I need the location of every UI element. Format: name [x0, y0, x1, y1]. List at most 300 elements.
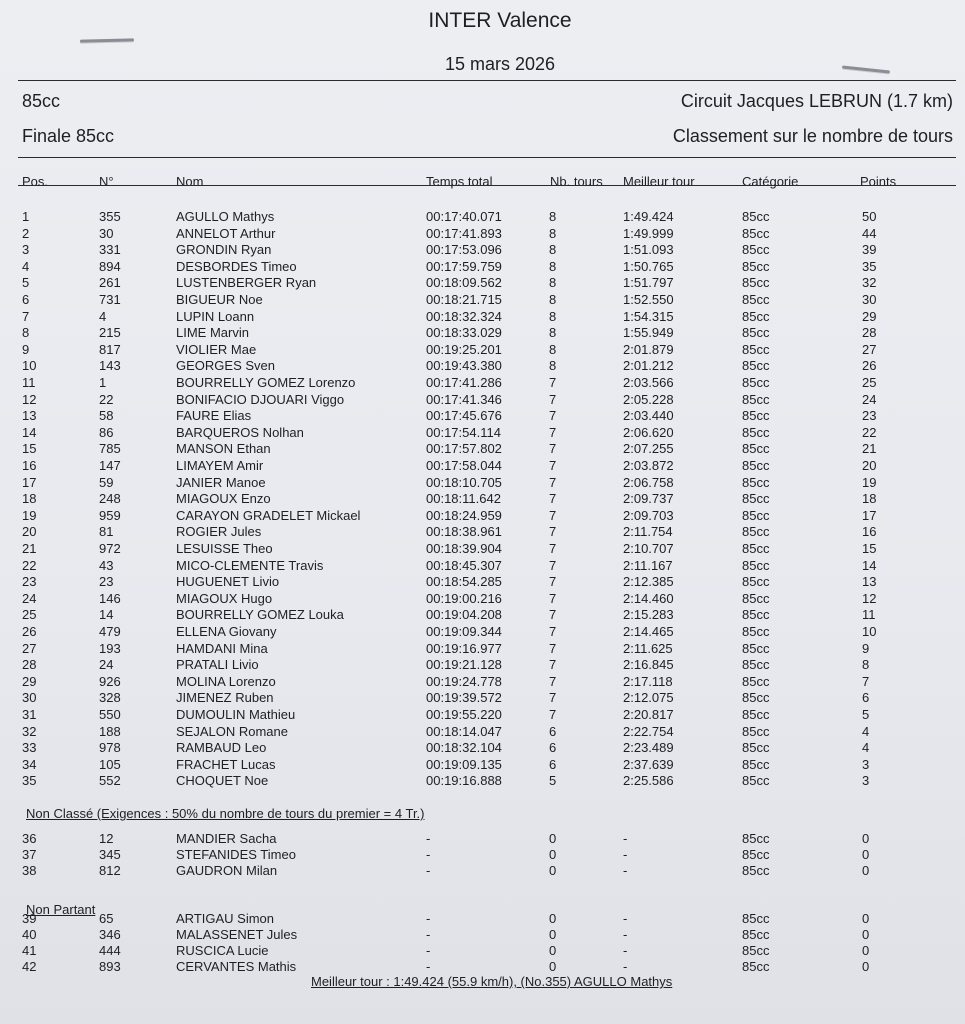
- time-cell: 00:17:57.802: [426, 441, 502, 457]
- time-cell: -: [426, 959, 431, 974]
- pos-cell: 23: [22, 574, 37, 590]
- category-cell: 85cc: [742, 756, 770, 772]
- points-cell: 5: [862, 707, 870, 722]
- points-cell: 7: [862, 673, 870, 689]
- pos-cell: 7: [22, 308, 30, 324]
- best-lap-cell: 1:50.765: [623, 258, 674, 274]
- time-cell: 00:19:24.778: [426, 673, 502, 689]
- time-cell: 00:17:41.346: [426, 391, 502, 407]
- laps-cell: 7: [549, 524, 557, 540]
- category-cell: 85cc: [742, 308, 770, 324]
- pos-cell: 6: [22, 292, 30, 307]
- pos-cell: 26: [22, 624, 37, 639]
- name-cell: LUSTENBERGER Ryan: [176, 275, 317, 291]
- pos-cell: 36: [22, 831, 37, 846]
- laps-cell: 7: [549, 557, 557, 573]
- category-cell: 85cc: [742, 673, 770, 689]
- category-cell: 85cc: [742, 943, 770, 958]
- name-cell: LESUISSE Theo: [176, 541, 273, 556]
- pos-cell: 15: [22, 441, 37, 457]
- pos-cell: 33: [22, 740, 37, 756]
- name-cell: STEFANIDES Timeo: [176, 847, 296, 862]
- laps-cell: 8: [549, 358, 557, 374]
- pos-cell: 42: [22, 959, 37, 974]
- laps-cell: 7: [549, 441, 557, 457]
- category-cell: 85cc: [742, 911, 770, 926]
- best-lap-cell: 2:06.620: [623, 424, 674, 440]
- category-cell: 85cc: [742, 375, 770, 390]
- laps-cell: 7: [549, 574, 557, 590]
- time-cell: 00:17:40.071: [426, 209, 502, 224]
- pos-cell: 8: [22, 325, 30, 341]
- number-cell: 65: [99, 911, 114, 926]
- name-cell: CARAYON GRADELET Mickael: [176, 507, 361, 523]
- points-cell: 21: [862, 441, 877, 457]
- laps-cell: 8: [549, 341, 557, 357]
- points-cell: 0: [862, 911, 870, 926]
- time-cell: 00:17:53.096: [426, 242, 502, 258]
- number-cell: 193: [99, 640, 121, 656]
- number-cell: 24: [99, 657, 114, 673]
- pos-cell: 40: [22, 927, 37, 942]
- name-cell: LIMAYEM Amir: [176, 458, 264, 473]
- time-cell: 00:17:54.114: [426, 424, 501, 440]
- laps-cell: 8: [549, 258, 557, 274]
- number-cell: 4: [99, 308, 107, 324]
- name-cell: AGULLO Mathys: [176, 209, 275, 224]
- category-cell: 85cc: [742, 707, 770, 722]
- points-cell: 39: [862, 242, 877, 258]
- best-lap-cell: 2:17.118: [623, 673, 673, 689]
- number-cell: 147: [99, 458, 121, 473]
- name-cell: RAMBAUD Leo: [176, 740, 267, 756]
- best-lap-cell: 2:07.255: [623, 441, 674, 457]
- pos-cell: 11: [22, 375, 36, 390]
- pos-cell: 27: [22, 640, 37, 656]
- number-cell: 444: [99, 943, 121, 958]
- best-lap-cell: 1:51.093: [623, 242, 674, 258]
- time-cell: 00:19:04.208: [426, 607, 502, 623]
- name-cell: LIME Marvin: [176, 325, 249, 341]
- category-cell: 85cc: [742, 690, 770, 706]
- points-cell: 13: [862, 574, 877, 590]
- time-cell: 00:17:59.759: [426, 258, 502, 274]
- points-cell: 35: [862, 258, 877, 274]
- best-lap-cell: 2:12.075: [623, 690, 674, 706]
- laps-cell: 7: [549, 458, 557, 473]
- pos-cell: 35: [22, 773, 37, 789]
- best-lap-cell: 2:03.566: [623, 375, 674, 390]
- category-cell: 85cc: [742, 959, 770, 974]
- category-cell: 85cc: [742, 408, 770, 424]
- laps-cell: 6: [549, 740, 557, 756]
- number-cell: 261: [99, 275, 121, 291]
- col-cat-header: Catégorie: [742, 174, 799, 189]
- points-cell: 27: [862, 341, 877, 357]
- name-cell: SEJALON Romane: [176, 723, 288, 739]
- laps-cell: 8: [549, 325, 557, 341]
- laps-cell: 0: [549, 943, 557, 958]
- pos-cell: 19: [22, 507, 37, 523]
- category-cell: 85cc: [742, 441, 770, 457]
- category-cell: 85cc: [742, 292, 770, 307]
- col-best-header: Meilleur tour: [623, 174, 695, 189]
- points-cell: 44: [862, 225, 877, 241]
- category-cell: 85cc: [742, 258, 770, 274]
- category-cell: 85cc: [742, 657, 770, 673]
- pos-cell: 16: [22, 458, 37, 473]
- pos-cell: 20: [22, 524, 37, 540]
- laps-cell: 0: [549, 863, 557, 878]
- category-cell: 85cc: [742, 209, 770, 224]
- laps-cell: 7: [549, 541, 557, 556]
- points-cell: 0: [862, 831, 870, 846]
- laps-cell: 8: [549, 275, 557, 291]
- number-cell: 894: [99, 258, 121, 274]
- time-cell: -: [426, 927, 431, 942]
- col-num-header: N°: [99, 174, 114, 189]
- pos-cell: 38: [22, 863, 37, 878]
- best-lap-cell: 2:09.703: [623, 507, 674, 523]
- points-cell: 32: [862, 275, 877, 291]
- pos-cell: 2: [22, 225, 30, 241]
- best-lap-cell: 1:49.424: [623, 209, 674, 224]
- time-cell: 00:19:39.572: [426, 690, 502, 706]
- name-cell: MANDIER Sacha: [176, 831, 277, 846]
- pos-cell: 4: [22, 258, 30, 274]
- laps-cell: 0: [549, 911, 557, 926]
- points-cell: 16: [862, 524, 877, 540]
- col-points-header: Points: [860, 174, 897, 189]
- pos-cell: 9: [22, 341, 30, 357]
- points-cell: 12: [862, 590, 877, 606]
- laps-cell: 7: [549, 590, 557, 606]
- best-lap-cell: 1:55.949: [623, 325, 674, 341]
- number-cell: 23: [99, 574, 114, 590]
- time-cell: 00:19:09.135: [426, 756, 502, 772]
- number-cell: 972: [99, 541, 121, 556]
- number-cell: 346: [99, 927, 121, 942]
- best-lap-cell: 2:14.460: [623, 590, 674, 606]
- best-lap-cell: 2:11.167: [623, 557, 673, 573]
- time-cell: 00:18:10.705: [426, 474, 502, 490]
- ranking-mode: Classement sur le nombre de tours: [672, 126, 953, 146]
- laps-cell: 8: [549, 308, 557, 324]
- name-cell: MALASSENET Jules: [176, 927, 298, 942]
- best-lap-cell: 2:15.283: [623, 607, 674, 623]
- best-lap-cell: 2:01.879: [623, 341, 674, 357]
- points-cell: 20: [862, 458, 877, 473]
- number-cell: 81: [99, 524, 114, 540]
- name-cell: MICO-CLEMENTE Travis: [176, 557, 324, 573]
- time-cell: 00:17:58.044: [426, 458, 502, 473]
- name-cell: DESBORDES Timeo: [176, 258, 297, 274]
- points-cell: 0: [862, 847, 870, 862]
- pos-cell: 34: [22, 756, 37, 772]
- circuit-heading: Circuit Jacques LEBRUN (1.7 km): [680, 91, 953, 111]
- pos-cell: 37: [22, 847, 37, 862]
- points-cell: 11: [862, 607, 876, 623]
- laps-cell: 0: [549, 927, 557, 942]
- best-lap-cell: 2:14.465: [623, 624, 674, 639]
- best-lap-cell: 2:23.489: [623, 740, 674, 756]
- category-cell: 85cc: [742, 541, 770, 556]
- name-cell: LUPIN Loann: [176, 308, 255, 324]
- time-cell: -: [426, 831, 431, 846]
- points-cell: 8: [862, 657, 870, 673]
- number-cell: 552: [99, 773, 121, 789]
- laps-cell: 7: [549, 424, 557, 440]
- points-cell: 25: [862, 375, 877, 390]
- name-cell: HUGUENET Livio: [176, 574, 280, 590]
- time-cell: 00:19:25.201: [426, 341, 502, 357]
- name-cell: BIGUEUR Noe: [176, 292, 263, 307]
- number-cell: 248: [99, 491, 121, 507]
- name-cell: MIAGOUX Enzo: [176, 491, 271, 507]
- time-cell: 00:18:32.324: [426, 308, 502, 324]
- points-cell: 0: [862, 943, 870, 958]
- name-cell: RUSCICA Lucie: [176, 943, 269, 958]
- laps-cell: 5: [549, 773, 557, 789]
- number-cell: 328: [99, 690, 121, 706]
- name-cell: FAURE Elias: [176, 408, 252, 424]
- name-cell: ANNELOT Arthur: [176, 225, 276, 241]
- race-heading: Finale 85cc: [22, 126, 115, 146]
- best-lap-cell: -: [623, 863, 628, 878]
- name-cell: JIMENEZ Ruben: [176, 690, 274, 706]
- best-lap-cell: 2:09.737: [623, 491, 674, 507]
- number-cell: 188: [99, 723, 121, 739]
- time-cell: 00:18:45.307: [426, 557, 502, 573]
- time-cell: -: [426, 847, 431, 862]
- category-cell: 85cc: [742, 557, 770, 573]
- pos-cell: 17: [22, 474, 37, 490]
- category-cell: 85cc: [742, 458, 770, 473]
- col-pos-header: Pos.: [22, 174, 49, 189]
- category-cell: 85cc: [742, 773, 770, 789]
- number-cell: 785: [99, 441, 121, 457]
- time-cell: -: [426, 911, 431, 926]
- points-cell: 29: [862, 308, 877, 324]
- best-lap-cell: -: [623, 943, 628, 958]
- time-cell: 00:19:21.128: [426, 657, 502, 673]
- pos-cell: 24: [22, 590, 37, 606]
- pos-cell: 10: [22, 358, 37, 374]
- best-lap-cell: 2:25.586: [623, 773, 674, 789]
- best-lap-cell: -: [623, 959, 628, 974]
- number-cell: 1: [99, 375, 107, 390]
- number-cell: 215: [99, 325, 121, 341]
- laps-cell: 7: [549, 391, 557, 407]
- event-date: 15 mars 2026: [444, 54, 556, 74]
- number-cell: 331: [99, 242, 121, 258]
- points-cell: 19: [862, 474, 877, 490]
- points-cell: 4: [862, 740, 870, 756]
- number-cell: 30: [99, 225, 114, 241]
- name-cell: ROGIER Jules: [176, 524, 262, 540]
- laps-cell: 0: [549, 847, 557, 862]
- laps-cell: 7: [549, 507, 557, 523]
- time-cell: 00:18:38.961: [426, 524, 502, 540]
- points-cell: 14: [862, 557, 877, 573]
- laps-cell: 8: [549, 225, 557, 241]
- number-cell: 812: [99, 863, 121, 878]
- best-lap-cell: 1:51.797: [623, 275, 674, 291]
- name-cell: JANIER Manoe: [176, 474, 266, 490]
- laps-cell: 7: [549, 375, 557, 390]
- time-cell: -: [426, 863, 431, 878]
- points-cell: 0: [862, 927, 870, 942]
- time-cell: 00:19:00.216: [426, 590, 502, 606]
- category-cell: 85cc: [742, 341, 770, 357]
- pos-cell: 32: [22, 723, 37, 739]
- best-lap-cell: 2:22.754: [623, 723, 674, 739]
- time-cell: 00:18:09.562: [426, 275, 502, 291]
- category-cell: 85cc: [742, 831, 770, 846]
- points-cell: 6: [862, 690, 870, 706]
- best-lap-cell: 2:06.758: [623, 474, 674, 490]
- name-cell: VIOLIER Mae: [176, 341, 257, 357]
- best-lap-cell: 1:49.999: [623, 225, 674, 241]
- best-lap-cell: 1:52.550: [623, 292, 674, 307]
- name-cell: MANSON Ethan: [176, 441, 271, 457]
- number-cell: 146: [99, 590, 121, 606]
- number-cell: 22: [99, 391, 114, 407]
- category-cell: 85cc: [742, 507, 770, 523]
- points-cell: 30: [862, 292, 877, 307]
- time-cell: 00:18:14.047: [426, 723, 502, 739]
- best-lap-cell: 2:05.228: [623, 391, 674, 407]
- best-lap-cell: 2:03.872: [623, 458, 674, 473]
- pos-cell: 25: [22, 607, 37, 623]
- pos-cell: 13: [22, 408, 37, 424]
- name-cell: CERVANTES Mathis: [176, 959, 297, 974]
- laps-cell: 7: [549, 690, 557, 706]
- category-cell: 85cc: [742, 927, 770, 942]
- time-cell: 00:18:11.642: [426, 491, 501, 507]
- best-lap-cell: 2:12.385: [623, 574, 674, 590]
- laps-cell: 6: [549, 756, 557, 772]
- name-cell: ELLENA Giovany: [176, 624, 277, 639]
- time-cell: -: [426, 943, 431, 958]
- points-cell: 18: [862, 491, 877, 507]
- number-cell: 959: [99, 507, 121, 523]
- time-cell: 00:19:09.344: [426, 624, 502, 639]
- points-cell: 4: [862, 723, 870, 739]
- points-cell: 9: [862, 640, 870, 656]
- pos-cell: 31: [22, 707, 37, 722]
- laps-cell: 0: [549, 831, 557, 846]
- time-cell: 00:19:55.220: [426, 707, 502, 722]
- best-lap-cell: 2:11.754: [623, 524, 673, 540]
- number-cell: 58: [99, 408, 114, 424]
- non-partant-title: Non Partant: [26, 902, 96, 917]
- pos-cell: 22: [22, 557, 37, 573]
- best-lap-footer: Meilleur tour : 1:49.424 (55.9 km/h), (No.355) AGULLO Mathys: [311, 974, 673, 989]
- number-cell: 479: [99, 624, 121, 639]
- number-cell: 143: [99, 358, 121, 374]
- number-cell: 105: [99, 756, 121, 772]
- category-cell: 85cc: [742, 474, 770, 490]
- number-cell: 978: [99, 740, 121, 756]
- time-cell: 00:18:21.715: [426, 292, 502, 307]
- time-cell: 00:19:16.888: [426, 773, 502, 789]
- name-cell: CHOQUET Noe: [176, 773, 269, 789]
- number-cell: 893: [99, 959, 121, 974]
- number-cell: 14: [99, 607, 114, 623]
- category-cell: 85cc: [742, 590, 770, 606]
- points-cell: 17: [862, 507, 877, 523]
- category-cell: 85cc: [742, 524, 770, 540]
- name-cell: DUMOULIN Mathieu: [176, 707, 296, 722]
- category-cell: 85cc: [742, 325, 770, 341]
- name-cell: BOURRELLY GOMEZ Louka: [176, 607, 344, 623]
- category-cell: 85cc: [742, 624, 770, 639]
- number-cell: 355: [99, 209, 121, 224]
- laps-cell: 8: [549, 292, 557, 307]
- non-classe-title: Non Classé (Exigences : 50% du nombre de tours du premier = 4 Tr.): [26, 806, 425, 821]
- category-cell: 85cc: [742, 740, 770, 756]
- name-cell: MIAGOUX Hugo: [176, 590, 273, 606]
- points-cell: 22: [862, 424, 877, 440]
- pos-cell: 18: [22, 491, 37, 507]
- category-cell: 85cc: [742, 723, 770, 739]
- number-cell: 817: [99, 341, 121, 357]
- name-cell: MOLINA Lorenzo: [176, 673, 276, 689]
- name-cell: GAUDRON Milan: [176, 863, 278, 878]
- col-laps-header: Nb. tours: [550, 174, 603, 189]
- laps-cell: 8: [549, 242, 557, 258]
- time-cell: 00:18:39.904: [426, 541, 502, 556]
- time-cell: 00:18:33.029: [426, 325, 502, 341]
- points-cell: 0: [862, 959, 870, 974]
- laps-cell: 7: [549, 491, 557, 507]
- category-cell: 85cc: [742, 847, 770, 862]
- name-cell: FRACHET Lucas: [176, 756, 276, 772]
- time-cell: 00:19:16.977: [426, 640, 502, 656]
- category-cell: 85cc: [742, 863, 770, 878]
- laps-cell: 7: [549, 640, 557, 656]
- laps-cell: 7: [549, 607, 557, 623]
- pos-cell: 41: [22, 943, 37, 958]
- best-lap-cell: 2:16.845: [623, 657, 674, 673]
- name-cell: BONIFACIO DJOUARI Viggo: [176, 391, 345, 407]
- name-cell: BARQUEROS Nolhan: [176, 424, 304, 440]
- col-time-header: Temps total: [426, 174, 493, 189]
- category-cell: 85cc: [742, 358, 770, 374]
- laps-cell: 6: [549, 723, 557, 739]
- best-lap-cell: 1:54.315: [623, 308, 674, 324]
- name-cell: PRATALI Livio: [176, 657, 259, 673]
- category-cell: 85cc: [742, 225, 770, 241]
- col-name-header: Nom: [176, 174, 204, 189]
- pos-cell: 5: [22, 275, 30, 291]
- pos-cell: 30: [22, 690, 37, 706]
- points-cell: 26: [862, 358, 877, 374]
- time-cell: 00:17:41.286: [426, 375, 502, 390]
- category-heading: 85cc: [22, 91, 61, 111]
- pos-cell: 1: [22, 209, 30, 224]
- points-cell: 3: [862, 773, 870, 789]
- laps-cell: 7: [549, 408, 557, 424]
- best-lap-cell: 2:10.707: [623, 541, 674, 556]
- laps-cell: 8: [549, 209, 557, 224]
- pos-cell: 21: [22, 541, 37, 556]
- laps-cell: 7: [549, 657, 557, 673]
- number-cell: 86: [99, 424, 114, 440]
- event-title: INTER Valence: [428, 9, 572, 32]
- best-lap-cell: 2:37.639: [623, 756, 674, 772]
